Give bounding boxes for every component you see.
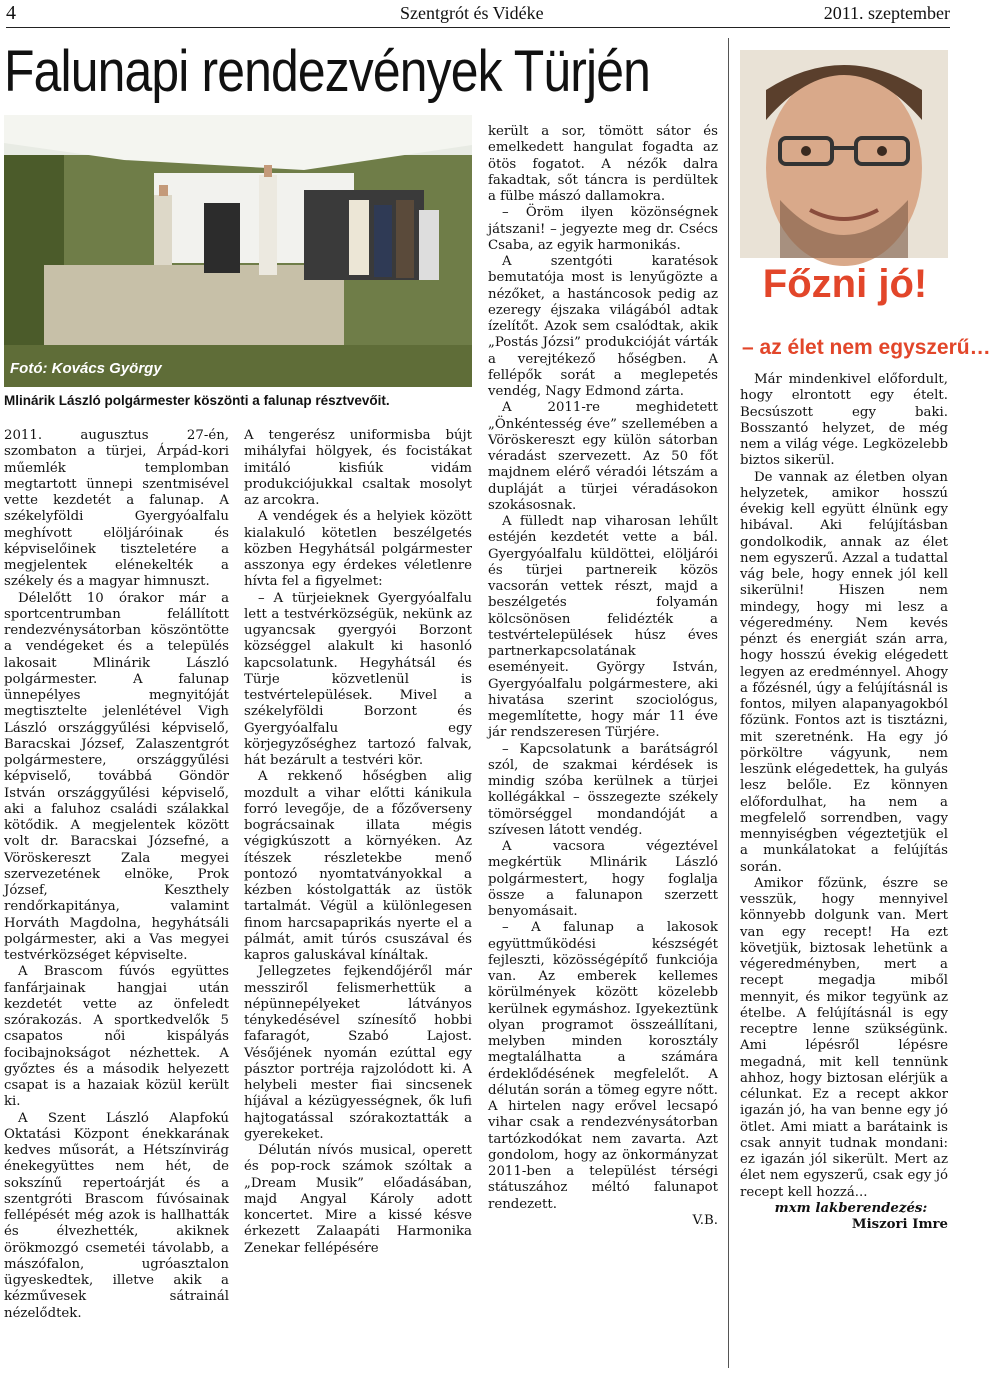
photo-credit: Fotó: Kovács György [10,360,162,377]
photo-caption: Mlinárik László polgármester köszönti a falunap résztvevőit. [4,393,390,408]
paragraph: A fülledt nap viharosan lehűlt estéjén kezdetét vette a bál. Gyergyóalfalu küldöttei, elöljárói és türjei partnereik közös vacsorán vettek részt, majd a beszélgetés folyamán kölcsönösen felidézték a testvértelepülések húsz éves partnerkapcsolatának eseményeit. György István, Gyergyóalfalu polgármestere, aki hivatása szerint szociológus, megemlítette, hogy már 11 éve jár rendszeresen Türjére. [488,514,718,741]
paragraph: Már mindenkivel előfordult, hogy elrontott egy ételt. Becsúszott egy baki. Bosszantó helyzet, de még nem a világ vége. Legközelebb biztos sikerül. [740,372,948,469]
paragraph: került a sor, tömött sátor és emelkedett hangulat fogadta az ötös fogatot. A nézők dalra fakadtak, sőt táncra is perdültek a fülbe mászó dallamokra. [488,124,718,204]
issue-date: 2011. szeptember [823,3,950,23]
sidebar-column [740,372,948,1233]
paragraph: – A falunap a lakosok együttműködési készségét fejleszti, közösségépítő funkciója van. Az emberek kellemes körülmények között közelebb kerülnek egymáshoz. Igyekeztünk olyan programot összeállítani, melyben minden korosztály megtalálhatta a számára érdeklődésének megfelelőt. A délután során a tömeg egyre nőtt. A hirtelen nagy erővel lecsapó vihar csak a rendezvénysátorban tartózkodókat nem zavarta. Azt gondolom, hogy az önkormányzat 2011-ben a települést térségi státuszához méltó falunapot rendezett. [488,920,718,1212]
event-photo [4,115,472,387]
paragraph: Jellegzetes fejkendőjéről már messziről felismerhettük a népünnepélyeket látványos ténykedésével színesítő hobbi fafaragót, Szabó Lajost. Vésőjének nyomán ezúttal egy pásztor portréja rajzolódott ki. A helybeli mester fiai sincsenek híjával a kézügyességnek, ők lufi hajtogatással szórakoztatták a gyerekeket. [244,964,472,1142]
page-header [0,0,960,30]
paragraph: A Szent László Alapfokú Oktatási Központ énekkarának kedves műsorát, a Hétszínvirág énekegyüttes nem hét, de sokszínű repertoárját és a szentgróti Brascom fúvósainak fellépését még azok is hallhatták és élvezhették, akiknek örökmozgó csemetéi távolabb, a mászófalon, ugróasztalon ügyeskedtek, illetve akik a kézművesek sátrainál nézelődtek. [4,1110,229,1321]
article-column-3 [488,124,718,1229]
page-number: 4 [6,2,16,24]
article-column-1 [4,428,229,1322]
signature-line-2: Miszori Imre [851,1217,948,1232]
publication-name: Szentgrót és Vidéke [400,3,544,23]
paragraph: De vannak az életben olyan helyzetek, amikor hosszú évekig kell együtt élnünk egy hibával. Aki felújításban gondolkodik, annak az élet nem egyszerű. Azzal a tudattal vág bele, hogy ennek jól kell sikerülni! Hiszen nem mindegy, hogy mi lesz a végeredmény. Nem kevés pénzt és energiát szán arra, hogy hosszú évekig elégedett legyen az eredménnyel. Ahogy a főzésnél, úgy a felújításnál is fontos, milyen alapanyagokból főzünk. Fontos azt is tisztázni, mit szeretnénk. Ha egy jó pörköltre vágyunk, nem leszünk elégedettek, ha gulyás lesz belőle. Ez könnyen előfordulhat, ha nem a megfelelő sorrendben, vagy mennyiségben végeztetjük el a munkálatokat a felújítás során. [740,469,948,875]
event-photo-illustration [4,115,472,387]
paragraph: A vendégek és a helyiek között kialakuló kötetlen beszélgetés közben Hegyhátsál polgármester asszonya egy érdekes véletlenre hívta fel a figyelmet: [244,509,472,590]
paragraph: A szentgóti karatésok bemutatója most is lenyűgözte a nézőket, a hastáncosok pedig az ezeregy éjszaka világából adtak ízelítőt. Azok sem csalódtak, akik „Postás Józsi” produkcióját várták a verejtékező hőségben. A fellépők sorát a meglepetés vendég, Nagy Edmond zárta. [488,254,718,399]
paragraph: Amikor főzünk, észre se vesszük, hogy mennyivel könnyebb dolgunk van. Mert van egy recept! Ha ezt követjük, biztosak lehetünk a végeredményben, mert a recept megadja miből mennyit, és mikor tegyünk az ételbe. A felújításnál is egy receptre lenne szükségünk. Ami lépésről lépésre megadná, mit kell tennünk ahhoz, hogy biztosan elérjük a célunkat. Ez a recept akkor igazán jó, ha van benne egy jó ötlet. Ami miatt a barátaink is csak annyit tudnak mondani: ez igazán jól sikerült. Mert az élet nem egyszerű, csak egy jó recept kell hozzá... [740,875,948,1200]
author-signoff: V.B. [692,1212,718,1228]
paragraph: A vacsora végeztével megkértük Mlinárik László polgármestert, hogy foglalja össze a falunapon szerzett benyomásait. [488,839,718,919]
article-column-2 [244,428,472,1257]
paragraph: A tengerész uniformisba bújt mihályfai hölgyek, és focistákat imitáló kisfiúk vidám produkciójukkal csaltak mosolyt az arcokra. [244,428,472,508]
paragraph: A 2011-re meghidetett „Önkéntesség éve” szellemében a Vöröskereszt egy külön sátorban véradást szervezett. Az 50 főt majdnem elérő véradói létszám a dupláját a türjei véradásokon szokásosnak. [488,400,718,513]
article-headline: Falunapi rendezvények Türjén [4,39,651,104]
author-portrait [740,50,948,258]
paragraph: A rekkenő hőségben alig mozdult a vihar előtti kánikula forró levegője, de a főzőverseny bográcsainak illata mégis végigkúszott a környéken. Az ítészek részletekbe menő pontozó nyomtatványokkal a kézben kóstolgatták az üstök tartalmát. Végül a különlegesen finom harcsapaprikás nyerte el a pálmát, amit túrós csuszával és kapros galuskával kínáltak. [244,769,472,963]
column-divider [728,38,729,1368]
sidebar-subtitle: – az élet nem egyszerű… [742,336,991,359]
paragraph: – Öröm ilyen közönségnek játszani! – jegyezte meg dr. Csécs Csaba, az egyik harmonikás. [488,205,718,253]
paragraph: – A türjeieknek Gyergyóalfalu lett a testvérközségük, nekünk az ugyancsak gyergyói Borzont községgel alakult ki hasonló kapcsolatunk. Hegyhátsál és Türje közvetlenül is testvértelepülések. Mivel a székelyföldi Borzont és Gyergyóalfalu egy körjegyzőséghez tartozó falvak, hát bezárult a testvéri kör. [244,590,472,768]
paragraph: – Kapcsolatunk a barátságról szól, de szakmai kérdések is mindig szóba kerülnek a türjei kollégákkal – összegezte székely tömörséggel mondandóját a szívesen látott vendég. [488,741,718,838]
header-rule [6,27,950,28]
sidebar-title: Főzni jó! [762,262,928,306]
portrait-illustration [740,50,948,258]
paragraph: A Brascom fúvós együttes fanfárjainak hangjai után kezdetét vette az önfeledt szórakozás. A sportkedvelők 5 csapatos női kispályás focibajnokságot nézhettek. A győztes és a második helyezett csapat is a hazaiak közül került ki. [4,964,229,1110]
paragraph: Délelőtt 10 órakor már a sportcentrumban felállított rendezvénysátorban köszöntötte a vendégeket és a település lakosait Mlinárik László polgármester. A falunap ünnepélyes megnyitóját megtisztelte jelenlétével Vigh László országgyűlési képviselő, Baracskai József, Zalaszentgrót polgármestere, országgyűlési képviselő, továbbá Göndör István országgyűlési képviselő, aki a faluhoz családi szálakkal kötődik. A megjelentek között volt dr. Baracskai Józsefné, a Vöröskereszt Zala megyei szervezetének elnöke, Prok József, Keszthely rendőrkapitánya, valamint Horváth Magdolna, hegyhátsáli polgármester, aki a Vas megyei testvérközséget képviselte. [4,590,229,963]
paragraph: Délután nívós musical, operett és pop-rock számok szóltak a „Dream Musik” előadásában, majd Angyal Károly adott koncertet. Mire a kissé késve érkezett Zalaapáti Harmonika Zenekar fellépésére [244,1143,472,1256]
signature-line-1: mxm lakberendezés: [774,1200,928,1216]
paragraph: 2011. augusztus 27-én, szombaton a türjei, Árpád-kori műemlék templomban megtartott ünnepi szentmisével vette kezdetét a falunap. A székelyföldi Gyergyóalfalu meghívott elöljáróinak és képviselőinek tiszteletére a megjelentek elénekelték a székely és a magyar himnuszt. [4,428,229,590]
